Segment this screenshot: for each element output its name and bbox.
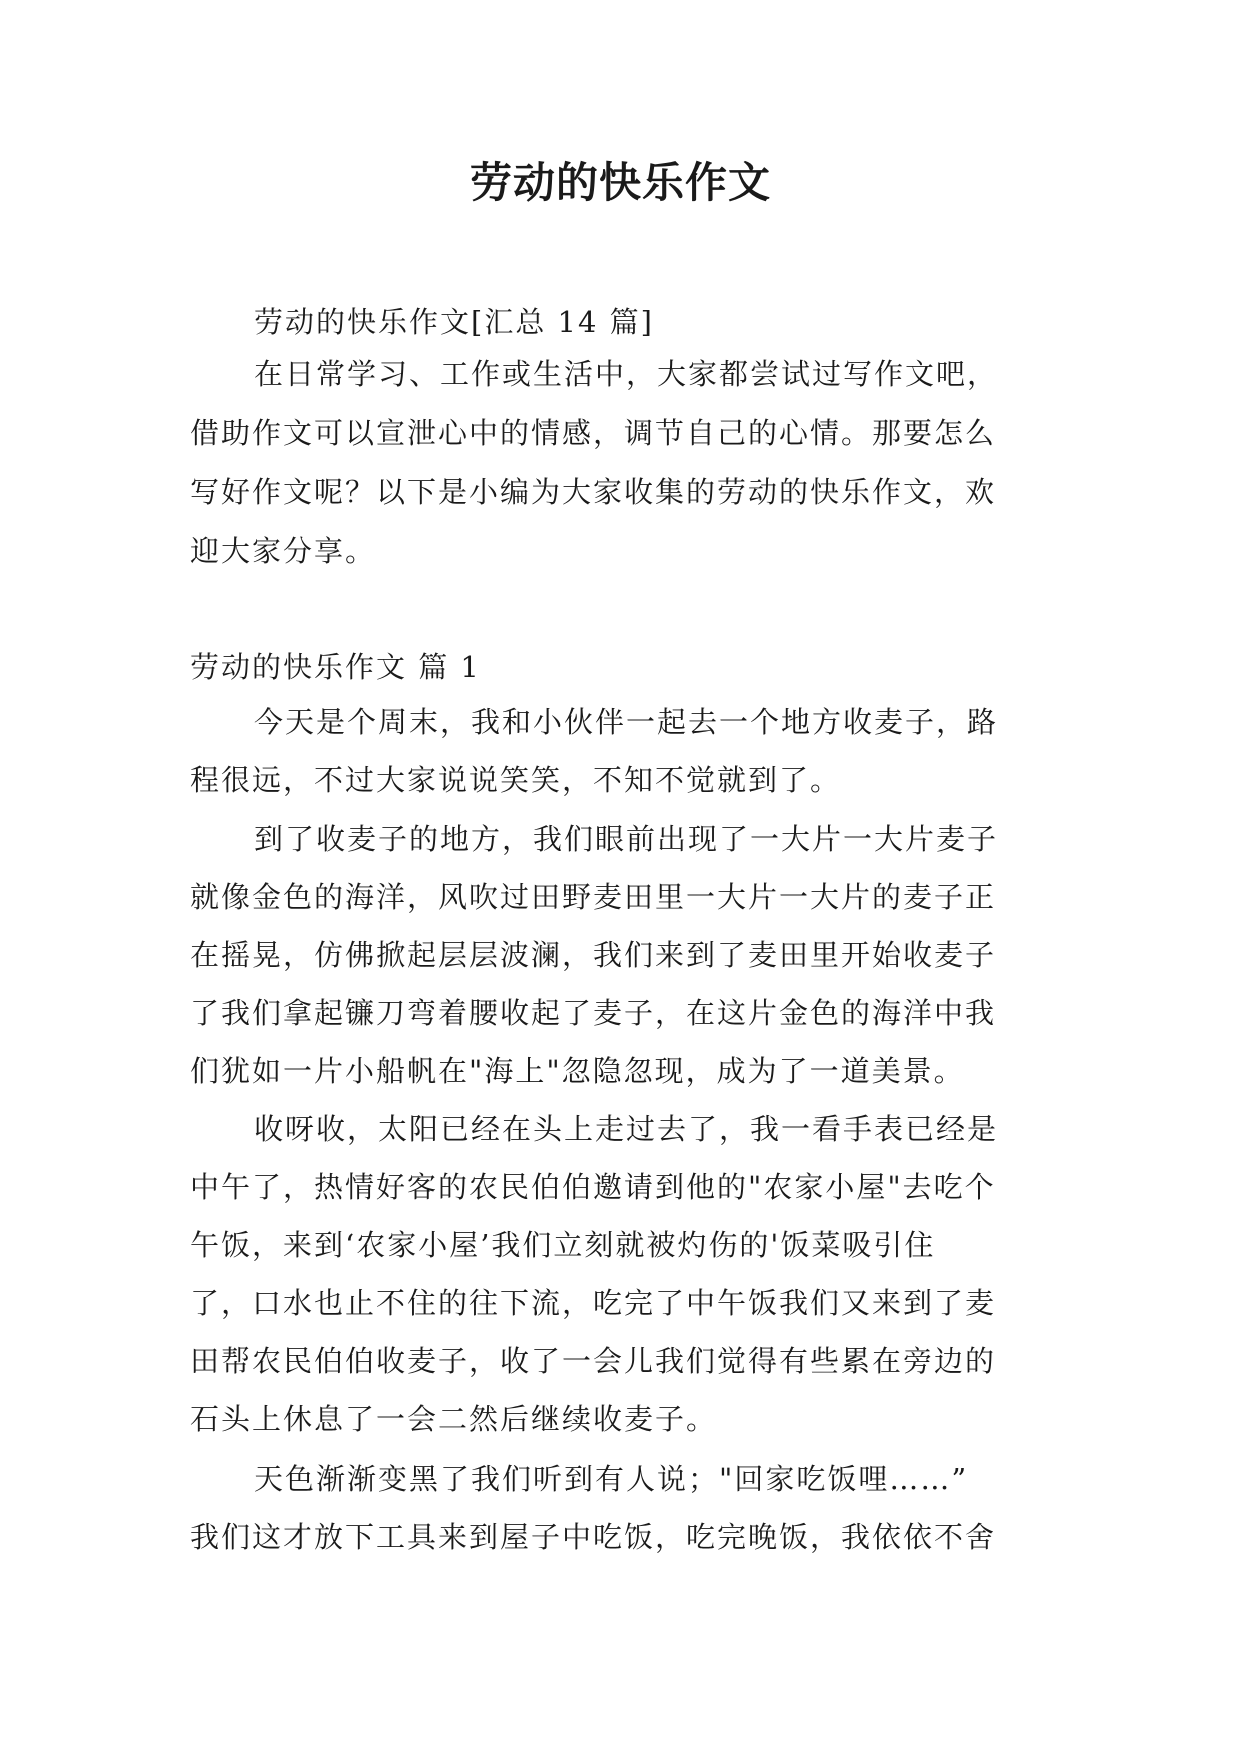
paragraph-line: 田帮农民伯伯收麦子，收了一会儿我们觉得有些累在旁边的 — [190, 1344, 997, 1378]
paragraph-line: 在摇晃，仿佛掀起层层波澜，我们来到了麦田里开始收麦子 — [190, 938, 997, 972]
paragraph-line: 今天是个周末，我和小伙伴一起去一个地方收麦子，路 — [254, 705, 999, 739]
paragraph-line: 借助作文可以宣泄心中的情感，调节自己的心情。那要怎么 — [190, 416, 997, 450]
paragraph-line: 们犹如一片小船帆在"海上"忽隐忽现，成为了一道美景。 — [190, 1054, 965, 1088]
paragraph-line: 迎大家分享。 — [190, 534, 377, 568]
paragraph-line: 收呀收，太阳已经在头上走过去了，我一看手表已经是 — [254, 1112, 999, 1146]
paragraph-line: 在日常学习、工作或生活中，大家都尝试过写作文吧， — [254, 357, 999, 391]
paragraph-line: 到了收麦子的地方，我们眼前出现了一大片一大片麦子 — [254, 822, 999, 856]
paragraph-line: 天色渐渐变黑了我们听到有人说；"回家吃饭哩……” — [254, 1462, 969, 1496]
paragraph-line: 程很远，不过大家说说笑笑，不知不觉就到了。 — [190, 763, 842, 797]
paragraph-line: 石头上休息了一会二然后继续收麦子。 — [190, 1402, 718, 1436]
document-subtitle-line: 劳动的快乐作文[汇总 14 篇] — [254, 305, 654, 339]
section-heading: 劳动的快乐作文 篇 1 — [190, 650, 481, 684]
paragraph-line: 了我们拿起镰刀弯着腰收起了麦子，在这片金色的海洋中我 — [190, 996, 997, 1030]
paragraph-line: 写好作文呢？以下是小编为大家收集的劳动的快乐作文，欢 — [190, 475, 997, 509]
document-title: 劳动的快乐作文 — [469, 158, 771, 207]
paragraph-line: 了，口水也止不住的往下流，吃完了中午饭我们又来到了麦 — [190, 1286, 997, 1320]
paragraph-line: 中午了，热情好客的农民伯伯邀请到他的"农家小屋"去吃个 — [190, 1170, 996, 1204]
paragraph-line: 我们这才放下工具来到屋子中吃饭，吃完晚饭，我依依不舍 — [190, 1520, 997, 1554]
paragraph-line: 就像金色的海洋，风吹过田野麦田里一大片一大片的麦子正 — [190, 880, 997, 914]
paragraph-line: 午饭，来到‘农家小屋’我们立刻就被灼伤的'饭菜吸引住 — [190, 1228, 936, 1262]
